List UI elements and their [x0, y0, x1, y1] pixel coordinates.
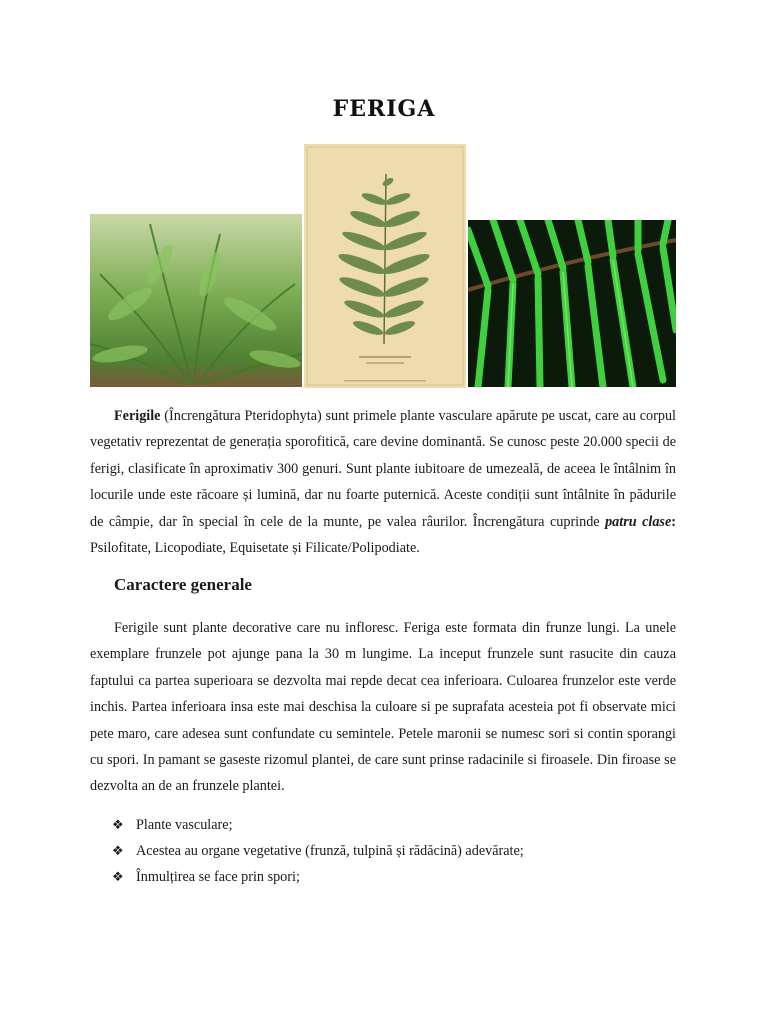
diamond-bullet-icon: ❖	[112, 843, 124, 858]
fern-leaf-closeup	[468, 220, 676, 387]
body-paragraph	[90, 615, 676, 800]
list-item-text: Acestea au organe vegetative (frunză, tulpină și rădăcină) adevărate;	[136, 843, 524, 859]
intro-paragraph	[90, 403, 676, 561]
page-title: FERIGA	[332, 96, 436, 122]
list-item-text: Plante vasculare;	[136, 817, 233, 833]
diamond-bullet-icon: ❖	[112, 869, 124, 884]
body-text: Ferigile sunt plante decorative care nu infloresc. Feriga este formata din frunze lungi. La unele exemplare frunzele pot ajunge pana la 30 m lungime. La inceput frunzele sunt rasucite din cauza faptului ca partea superioara se dezvolta mai repde decat cea inferioara. Culoarea frunzelor este verde inchis. Partea inferioara insa este mai deschisa la culoare si pe suprafata acesteia pot fi observate mici pete maro, care adesea sunt confundate cu semintele. Petele maronii se numesc sori si contin sporangi cu spori. In pamant se gaseste rizomul plantei, de care sunt prinse radacinile si firoasele. Din firoase se dezvolta an de an frunzele plantei.	[90, 620, 676, 795]
list-item	[112, 838, 672, 864]
section-heading: Caractere generale	[114, 575, 252, 594]
fern-frond-illustration	[304, 144, 466, 388]
feature-list	[112, 812, 672, 890]
fern-bush-photo	[90, 214, 302, 387]
list-item	[112, 812, 672, 838]
intro-term: Ferigile	[114, 408, 161, 424]
diamond-bullet-icon: ❖	[112, 817, 124, 832]
intro-text-2: Psilofitate, Licopodiate, Equisetate și Filicate/Polipodiate.	[90, 540, 420, 557]
intro-colon: :	[671, 513, 676, 530]
intro-text-1: (Încrengătura Pteridophyta) sunt primele plante vasculare apărute pe uscat, care au corpul vegetativ reprezentat de generația sporofitică, care devine dominantă. Se cunosc peste 20.000 specii de ferigi, clasificate în aproximativ 300 genuri. Sunt plante iubitoare de umezeală, de aceea le întâlnim în locurile unde este răcoare și lumină, dar nu foarte puternică. Aceste condiții sunt întâlnite în pădurile de câmpie, dar în special în cele de la munte, pe valea râurilor. Încrengătura cuprinde	[90, 408, 676, 530]
list-item	[112, 864, 672, 890]
list-item-text: Înmulțirea se face prin spori;	[136, 869, 300, 885]
intro-emphasis: patru clase	[605, 513, 672, 530]
